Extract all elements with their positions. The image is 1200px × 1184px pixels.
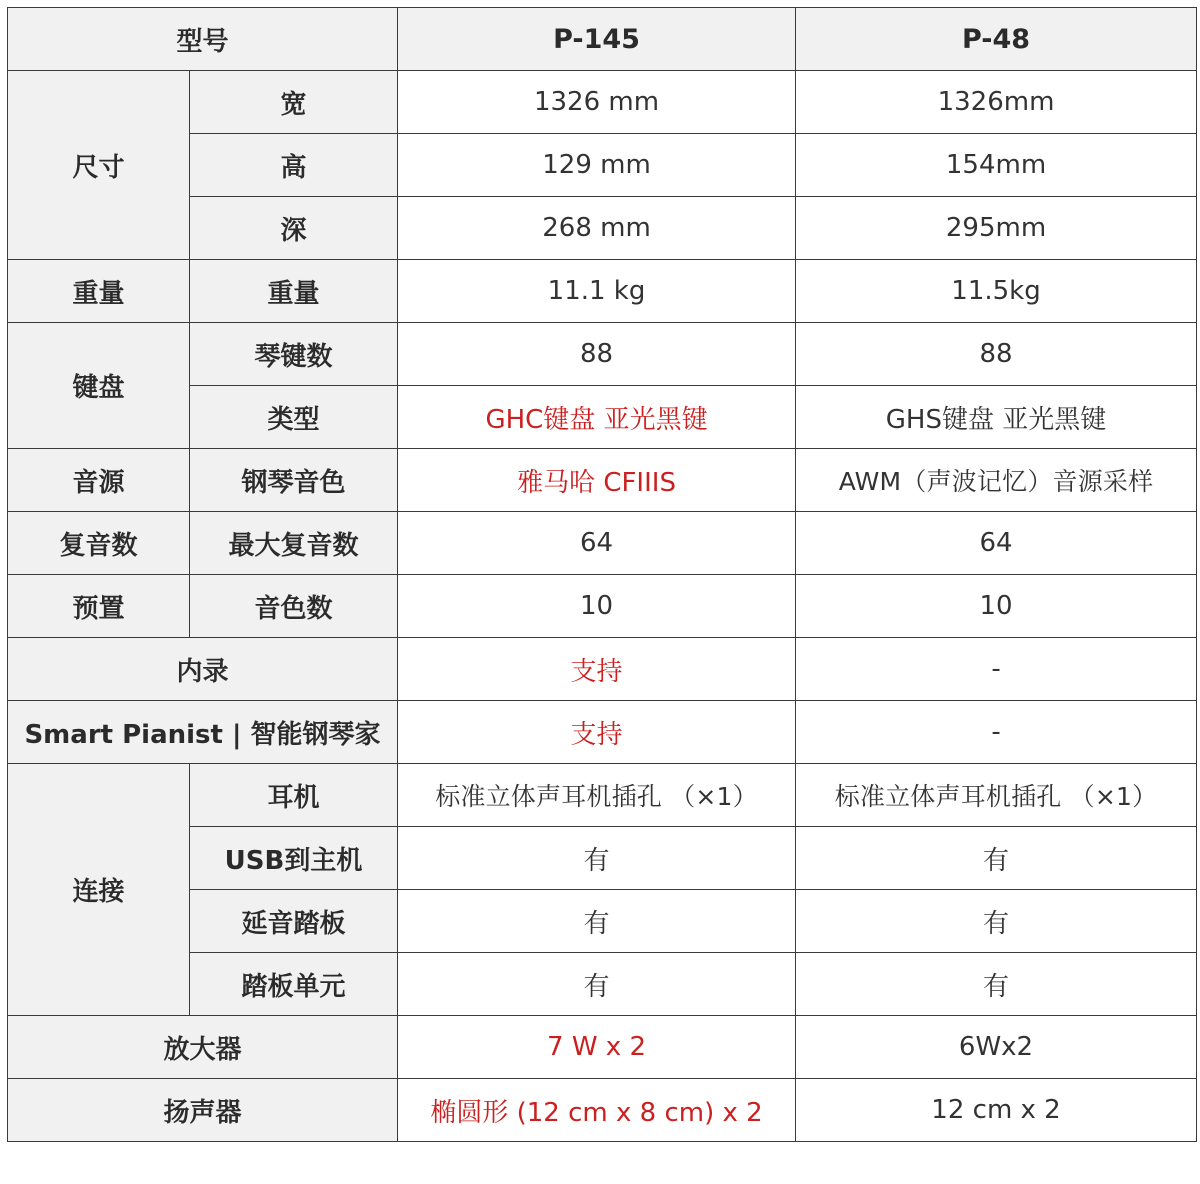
row-label-pedal-unit: 踏板单元: [190, 953, 398, 1016]
row-label-keys: 琴键数: [190, 323, 398, 386]
cell-smart-pianist-p145: 支持: [398, 701, 796, 764]
table-row: [8, 512, 1197, 575]
spec-comparison-table: [7, 7, 1197, 1142]
row-label-depth: 深: [190, 197, 398, 260]
cell-speakers-p48: 12 cm x 2: [796, 1079, 1197, 1142]
cell-keyboard-type-p48: GHS键盘 亚光黑键: [796, 386, 1197, 449]
cell-headphones-p145: 标准立体声耳机插孔 （×1）: [398, 764, 796, 827]
table-row: [8, 71, 1197, 134]
row-label-smart-pianist: Smart Pianist | 智能钢琴家: [8, 701, 398, 764]
row-label-keyboard-type: 类型: [190, 386, 398, 449]
cell-sustain-p48: 有: [796, 890, 1197, 953]
row-label-piano-tone: 钢琴音色: [190, 449, 398, 512]
cell-amplifier-p48: 6Wx2: [796, 1016, 1197, 1079]
row-label-speakers: 扬声器: [8, 1079, 398, 1142]
table-row: [8, 764, 1197, 827]
row-label-weight: 重量: [190, 260, 398, 323]
group-label-size: 尺寸: [8, 71, 190, 260]
cell-polyphony-p145: 64: [398, 512, 796, 575]
cell-usb-p145: 有: [398, 827, 796, 890]
table-row: [8, 1016, 1197, 1079]
cell-keys-p48: 88: [796, 323, 1197, 386]
cell-width-p48: 1326mm: [796, 71, 1197, 134]
cell-keys-p145: 88: [398, 323, 796, 386]
row-label-amplifier: 放大器: [8, 1016, 398, 1079]
cell-height-p145: 129 mm: [398, 134, 796, 197]
cell-voices-p145: 10: [398, 575, 796, 638]
cell-headphones-p48: 标准立体声耳机插孔 （×1）: [796, 764, 1197, 827]
cell-piano-tone-p145: 雅马哈 CFIIIS: [398, 449, 796, 512]
table-row: [8, 575, 1197, 638]
table-row: [8, 323, 1197, 386]
row-label-recording: 内录: [8, 638, 398, 701]
cell-depth-p48: 295mm: [796, 197, 1197, 260]
cell-weight-p145: 11.1 kg: [398, 260, 796, 323]
cell-piano-tone-p48: AWM（声波记忆）音源采样: [796, 449, 1197, 512]
group-label-polyphony: 复音数: [8, 512, 190, 575]
table-row: [8, 449, 1197, 512]
cell-pedal-unit-p48: 有: [796, 953, 1197, 1016]
cell-depth-p145: 268 mm: [398, 197, 796, 260]
group-label-weight: 重量: [8, 260, 190, 323]
header-model-p145: P-145: [398, 8, 796, 71]
cell-voices-p48: 10: [796, 575, 1197, 638]
cell-weight-p48: 11.5kg: [796, 260, 1197, 323]
group-label-tone: 音源: [8, 449, 190, 512]
group-label-keyboard: 键盘: [8, 323, 190, 449]
row-label-voices: 音色数: [190, 575, 398, 638]
table-header-row: [8, 8, 1197, 71]
cell-pedal-unit-p145: 有: [398, 953, 796, 1016]
cell-speakers-p145: 椭圆形 (12 cm x 8 cm) x 2: [398, 1079, 796, 1142]
row-label-sustain: 延音踏板: [190, 890, 398, 953]
table-row: [8, 701, 1197, 764]
table-row: [8, 638, 1197, 701]
table-row: [8, 260, 1197, 323]
cell-width-p145: 1326 mm: [398, 71, 796, 134]
row-label-max-polyphony: 最大复音数: [190, 512, 398, 575]
cell-amplifier-p145: 7 W x 2: [398, 1016, 796, 1079]
header-model-p48: P-48: [796, 8, 1197, 71]
cell-polyphony-p48: 64: [796, 512, 1197, 575]
row-label-headphones: 耳机: [190, 764, 398, 827]
group-label-preset: 预置: [8, 575, 190, 638]
group-label-connectivity: 连接: [8, 764, 190, 1016]
cell-smart-pianist-p48: -: [796, 701, 1197, 764]
cell-usb-p48: 有: [796, 827, 1197, 890]
row-label-height: 高: [190, 134, 398, 197]
cell-keyboard-type-p145: GHC键盘 亚光黑键: [398, 386, 796, 449]
cell-height-p48: 154mm: [796, 134, 1197, 197]
row-label-width: 宽: [190, 71, 398, 134]
table-row: [8, 1079, 1197, 1142]
cell-sustain-p145: 有: [398, 890, 796, 953]
cell-recording-p145: 支持: [398, 638, 796, 701]
row-label-usb: USB到主机: [190, 827, 398, 890]
cell-recording-p48: -: [796, 638, 1197, 701]
header-model-label: 型号: [8, 8, 398, 71]
